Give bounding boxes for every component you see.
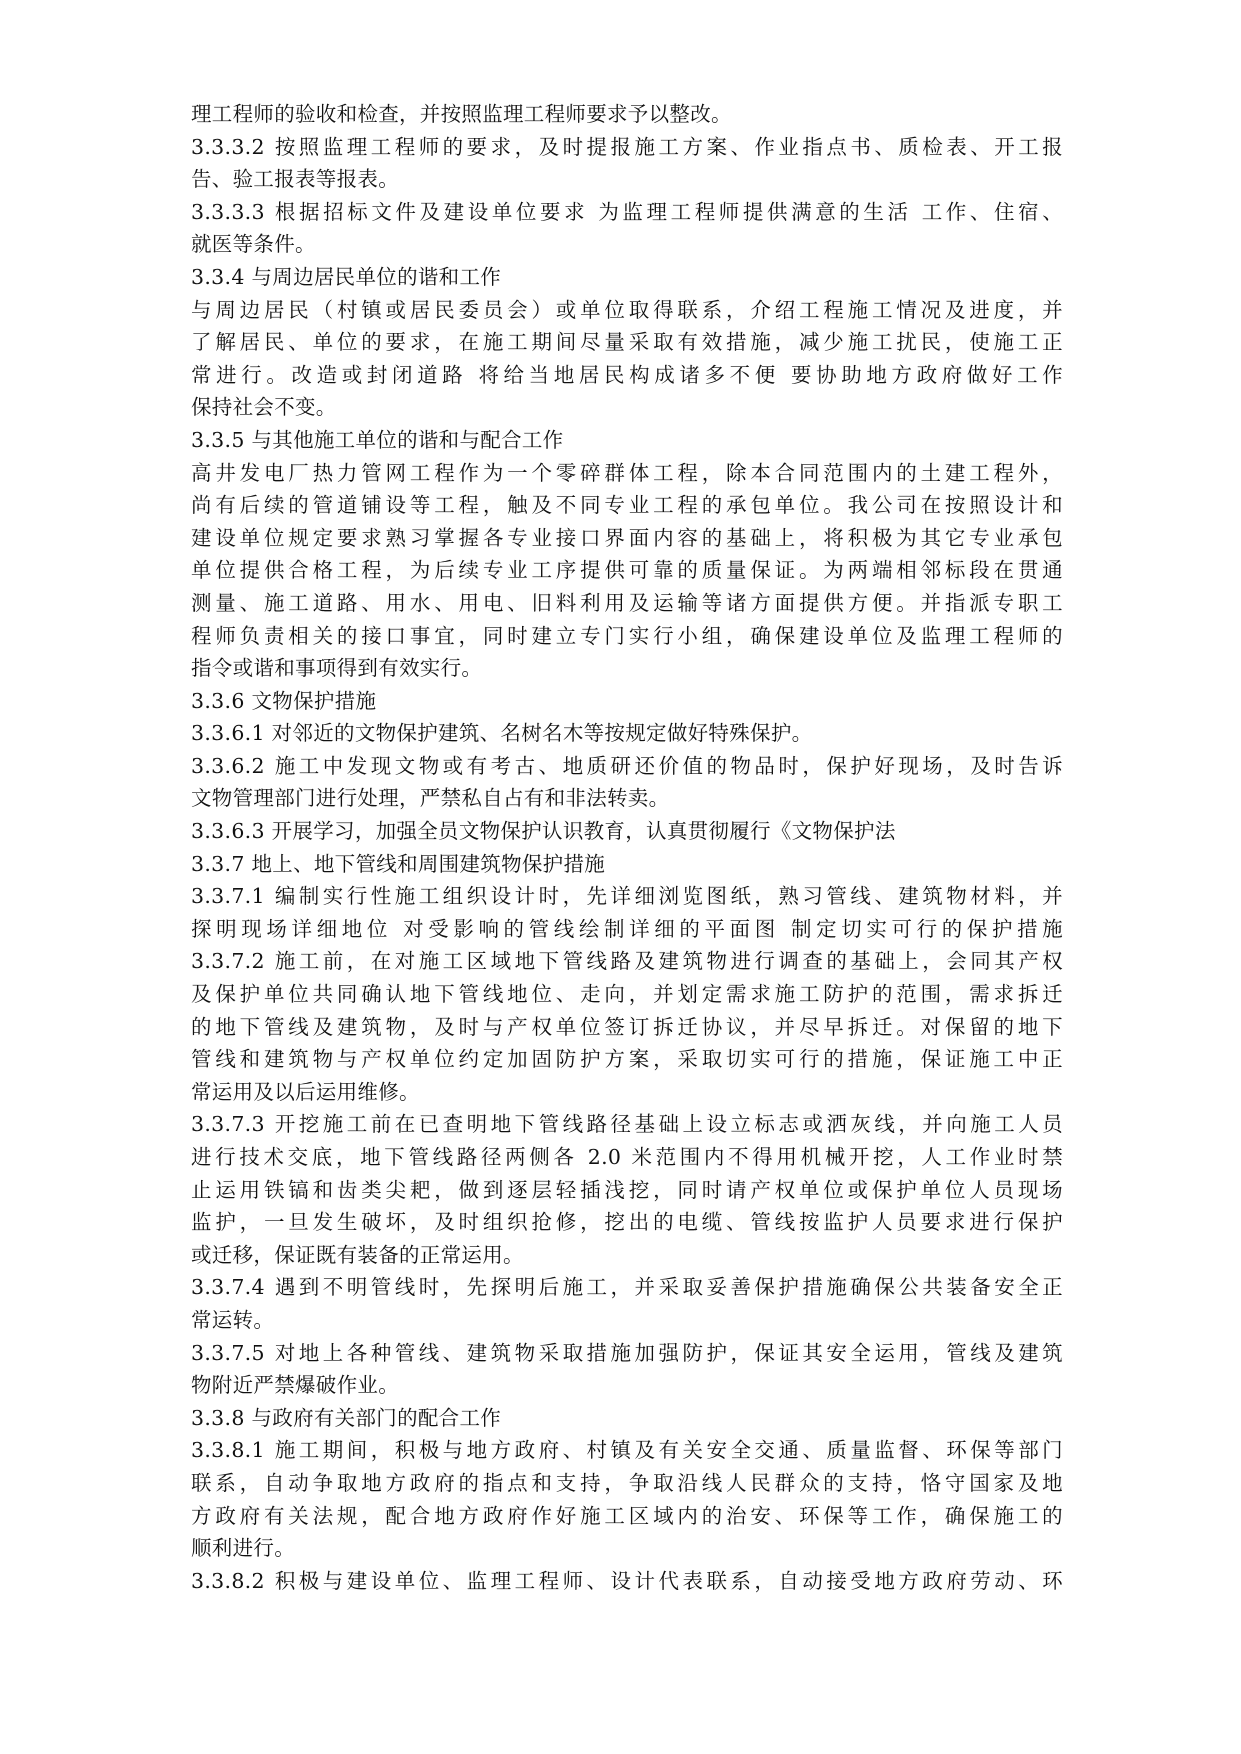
text-line: 进行技术交底，地下管线路径两侧各 2.0 米范围内不得用机械开挖，人工作业时禁: [191, 1145, 1063, 1169]
text-line: 高井发电厂热力管网工程作为一个零碎群体工程，除本合同范围内的土建工程外，: [191, 460, 1063, 485]
text-line: 探明现场详细地位 对受影响的管线绘制详细的平面图 制定切实可行的保护措施: [191, 916, 1063, 941]
text-line: 3.3.7.3 开挖施工前在已查明地下管线路径基础上设立标志或洒灰线，并向施工人员: [191, 1112, 1063, 1137]
text-line: 常运用及以后运用维修。: [191, 1079, 420, 1104]
text-line: 及保护单位共同确认地下管线地位、走向，并划定需求施工防护的范围，需求拆迁: [191, 982, 1063, 1007]
text-line: 3.3.6.3 开展学习，加强全员文物保护认识教育，认真贯彻履行《文物保护法: [191, 819, 896, 844]
text-line: 理工程师的验收和检查，并按照监理工程师要求予以整改。: [191, 102, 732, 126]
text-line: 监护，一旦发生破坏，及时组织抢修，挖出的电缆、管线按监护人员要求进行保护: [191, 1210, 1063, 1235]
text-line: 3.3.7.4 遇到不明管线时，先探明后施工，并采取妥善保护措施确保公共装备安全正: [191, 1275, 1063, 1300]
text-line: 3.3.6.1 对邻近的文物保护建筑、名树名木等按规定做好特殊保护。: [191, 721, 813, 746]
text-line: 管线和建筑物与产权单位约定加固防护方案，采取切实可行的措施，保证施工中正: [191, 1047, 1063, 1072]
text-line: 3.3.4 与周边居民单位的谐和工作: [191, 264, 502, 289]
text-line: 3.3.6 文物保护措施: [191, 688, 377, 713]
text-line: 3.3.3.3 根据招标文件及建设单位要求 为监理工程师提供满意的生活 工作、住宿、: [191, 199, 1063, 224]
text-line: 3.3.3.2 按照监理工程师的要求，及时提报施工方案、作业指点书、质检表、开工报: [191, 134, 1063, 159]
text-line: 3.3.7 地上、地下管线和周围建筑物保护措施: [191, 851, 606, 876]
text-line: 3.3.7.5 对地上各种管线、建筑物采取措施加强防护，保证其安全运用，管线及建筑: [191, 1340, 1063, 1365]
text-line: 程师负责相关的接口事宜，同时建立专门实行小组，确保建设单位及监理工程师的: [191, 623, 1063, 648]
text-line: 顺利进行。: [191, 1536, 295, 1561]
text-line: 的地下管线及建筑物，及时与产权单位签订拆迁协议，并尽早拆迁。对保留的地下: [191, 1014, 1063, 1039]
text-line: 联系，自动争取地方政府的指点和支持，争取沿线人民群众的支持，恪守国家及地: [191, 1470, 1063, 1495]
text-line: 或迁移，保证既有装备的正常运用。: [191, 1242, 524, 1267]
text-line: 指令或谐和事项得到有效实行。: [191, 656, 483, 681]
text-line: 测量、施工道路、用水、用电、旧料利用及运输等诸方面提供方便。并指派专职工: [191, 590, 1063, 615]
text-line: 文物管理部门进行处理，严禁私自占有和非法转卖。: [191, 786, 670, 811]
text-line: 3.3.7.2 施工前，在对施工区域地下管线路及建筑物进行调查的基础上，会同其产权: [191, 949, 1063, 974]
text-line: 建设单位规定要求熟习掌握各专业接口界面内容的基础上，将积极为其它专业承包: [191, 525, 1063, 550]
text-line: 单位提供合格工程，为后续专业工序提供可靠的质量保证。为两端相邻标段在贯通: [191, 558, 1063, 583]
text-line: 3.3.8 与政府有关部门的配合工作: [191, 1405, 502, 1430]
text-line: 常进行。改造或封闭道路 将给当地居民构成诸多不便 要协助地方政府做好工作: [191, 362, 1063, 387]
text-line: 了解居民、单位的要求，在施工期间尽量采取有效措施，减少施工扰民，使施工正: [191, 330, 1063, 355]
text-line: 保持社会不变。: [191, 395, 337, 420]
text-line: 3.3.5 与其他施工单位的谐和与配合工作: [191, 427, 564, 452]
text-line: 告、验工报表等报表。: [191, 167, 399, 192]
text-line: 尚有后续的管道铺设等工程，触及不同专业工程的承包单位。我公司在按照设计和: [191, 493, 1063, 518]
text-line: 3.3.8.1 施工期间，积极与地方政府、村镇及有关安全交通、质量监督、环保等部门: [191, 1438, 1063, 1463]
text-line: 3.3.6.2 施工中发现文物或有考古、地质研还价值的物品时，保护好现场，及时告诉: [191, 753, 1063, 778]
document-body: [191, 98, 1063, 1597]
text-line: 方政府有关法规，配合地方政府作好施工区域内的治安、环保等工作，确保施工的: [191, 1503, 1063, 1528]
text-line: 3.3.8.2 积极与建设单位、监理工程师、设计代表联系，自动接受地方政府劳动、环: [191, 1568, 1063, 1593]
text-line: 物附近严禁爆破作业。: [191, 1373, 399, 1398]
text-line: 与周边居民（村镇或居民委员会）或单位取得联系，介绍工程施工情况及进度，并: [191, 297, 1063, 322]
text-line: 就医等条件。: [191, 232, 316, 257]
text-line: 常运转。: [191, 1307, 275, 1332]
text-line: 3.3.7.1 编制实行性施工组织设计时，先详细浏览图纸，熟习管线、建筑物材料，并: [191, 884, 1063, 909]
text-line: 止运用铁镐和齿类尖耙，做到逐层轻插浅挖，同时请产权单位或保护单位人员现场: [191, 1177, 1063, 1202]
